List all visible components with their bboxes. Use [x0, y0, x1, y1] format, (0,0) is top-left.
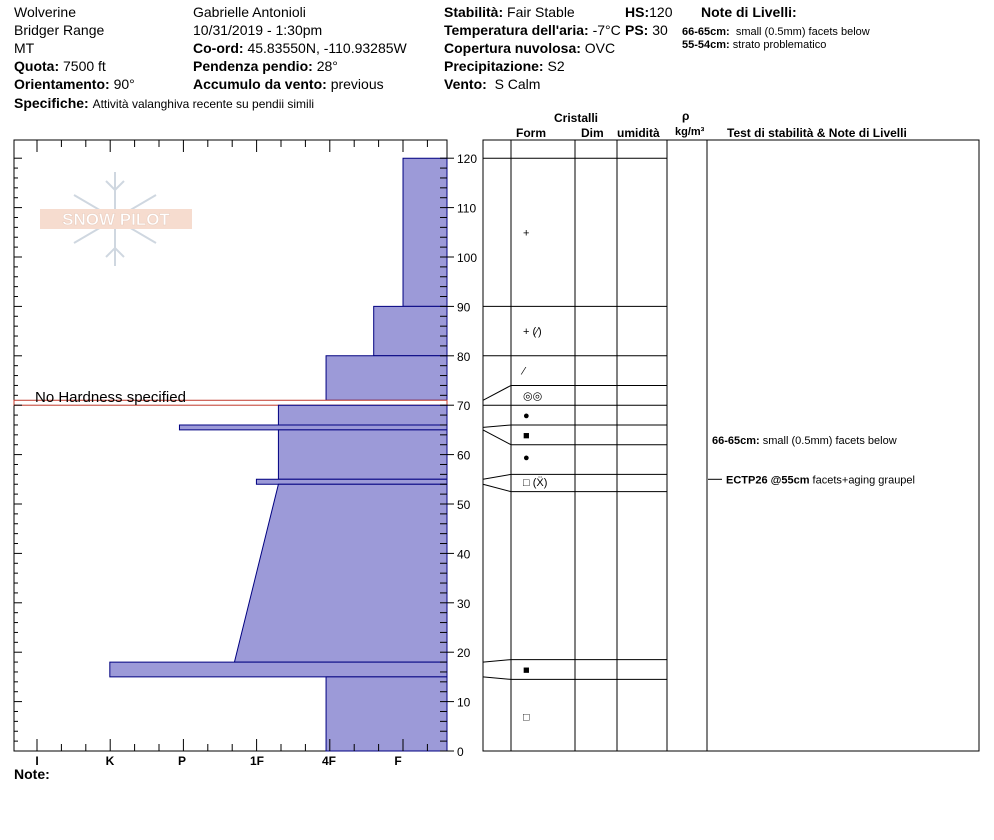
col-cristalli: Cristalli: [554, 111, 599, 125]
layer-connector: [483, 474, 511, 479]
hardness-layers: [14, 158, 447, 751]
vento: Vento: S Calm: [444, 76, 541, 92]
depth-tick-40: 40: [457, 547, 471, 562]
hardness-layer-1: [374, 306, 447, 355]
no-hardness-label: No Hardness specified: [35, 389, 186, 406]
layer-connector: [483, 660, 511, 662]
orientamento: Orientamento: 90°: [14, 76, 135, 92]
state: MT: [14, 40, 35, 56]
depth-tick-10: 10: [457, 695, 471, 710]
col-rho: ρ: [682, 109, 690, 123]
note-livelli-2: 55-54cm: strato problematico: [682, 39, 827, 51]
snowpilot-logo: [40, 172, 192, 266]
col-dim: Dim: [581, 126, 604, 140]
datetime: 10/31/2019 - 1:30pm: [193, 22, 323, 38]
specifiche: Specifiche: Attività valanghiva recente su pendii simili: [14, 95, 315, 111]
note-livelli-1: 66-65cm: small (0.5mm) facets below: [682, 26, 870, 38]
logo-text: SNOW PILOT: [62, 210, 170, 229]
temperatura: Temperatura dell'aria: -7°C: [444, 22, 621, 38]
layer-connector: [483, 677, 511, 679]
hardness-layer-0: [403, 158, 447, 306]
coord: Co-ord: 45.83550N, -110.93285W: [193, 40, 407, 56]
depth-tick-90: 90: [457, 300, 471, 315]
hs: HS:120: [625, 4, 673, 20]
depth-tick-0: 0: [457, 745, 464, 759]
location: Wolverine: [14, 4, 76, 20]
hardness-tick-4F: 4F: [321, 754, 337, 768]
hardness-tick-1F: 1F: [249, 754, 265, 768]
precipitazione: Precipitazione: S2: [444, 58, 565, 74]
crystal-form-3: ◎◎: [523, 390, 543, 403]
crystal-form-4: ●: [523, 410, 530, 423]
crystal-form-9: □: [523, 711, 530, 724]
stabilita: Stabilità: Fair Stable: [444, 4, 575, 20]
hardness-tick-P: P: [177, 754, 187, 768]
layer-connector: [483, 425, 511, 427]
copertura: Copertura nuvolosa: OVC: [444, 40, 616, 56]
accumulo: Accumulo da vento: previous: [193, 76, 384, 92]
crystal-form-5: ■: [523, 429, 530, 442]
hardness-layer-6: [278, 430, 447, 479]
observer: Gabrielle Antonioli: [193, 4, 306, 20]
hardness-layer-10: [326, 677, 447, 751]
col-umidita: umidità: [617, 126, 660, 140]
depth-tick-100: 100: [457, 251, 478, 265]
depth-tick-70: 70: [457, 399, 471, 414]
quota: Quota: 7500 ft: [14, 58, 106, 74]
ps: PS: 30: [625, 22, 668, 38]
hardness-tick-F: F: [394, 754, 402, 768]
layer-connector: [483, 385, 511, 400]
note-livelli-title: Note di Livelli:: [701, 4, 797, 20]
layer-note-1: ECTP26 @55cm facets+aging graupel: [726, 474, 915, 487]
crystal-form-0: +: [523, 227, 530, 240]
depth-tick-80: 80: [457, 349, 471, 364]
pendenza: Pendenza pendio: 28°: [193, 58, 338, 74]
layer-connector: [483, 484, 511, 491]
col-form: Form: [516, 126, 546, 140]
hardness-layer-9: [110, 662, 447, 677]
depth-tick-20: 20: [457, 646, 471, 661]
layer-notes: [708, 435, 915, 487]
depth-tick-60: 60: [457, 448, 471, 463]
crystal-form-1: + (⁄): [523, 326, 542, 339]
note-label: Note:: [14, 766, 50, 782]
depth-tick-110: 110: [457, 201, 477, 216]
crystal-form-6: ●: [523, 452, 530, 465]
col-tests: Test di stabilità & Note di Livelli: [727, 126, 907, 140]
hardness-layer-5: [179, 425, 447, 430]
hardness-tick-I: I: [35, 754, 39, 768]
crystal-forms: [520, 227, 547, 723]
hardness-layer-7: [256, 479, 447, 484]
range: Bridger Range: [14, 22, 105, 38]
hardness-layer-8: [234, 484, 447, 662]
hardness-tick-K: K: [105, 754, 115, 768]
depth-tick-30: 30: [457, 596, 471, 611]
crystal-form-7: □ (Ẍ): [523, 476, 548, 489]
crystal-form-2: ⁄: [523, 365, 525, 378]
depth-tick-50: 50: [457, 498, 471, 512]
depth-tick-120: 120: [457, 152, 478, 167]
hardness-layer-4: [278, 405, 447, 425]
col-density-unit: kg/m³: [675, 126, 705, 138]
layer-connector: [483, 430, 511, 445]
layer-note-0: 66-65cm: small (0.5mm) facets below: [712, 434, 897, 447]
hardness-layer-2: [326, 356, 447, 400]
crystal-form-8: ■: [523, 664, 530, 677]
